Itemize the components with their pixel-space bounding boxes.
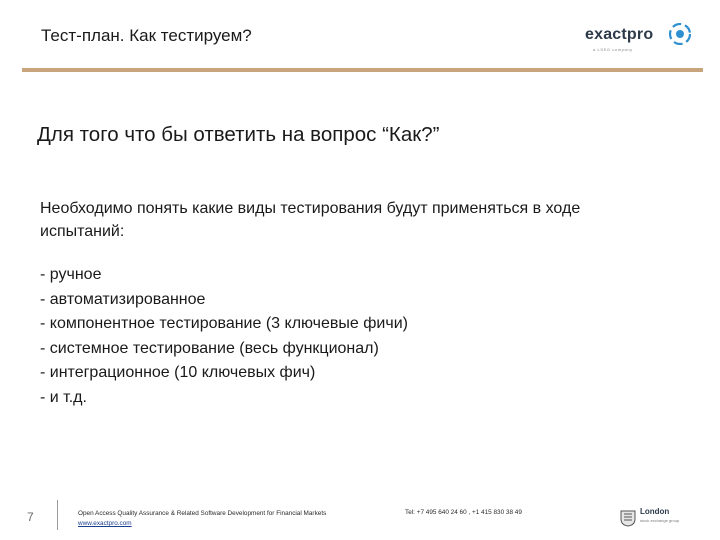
- list-item: - и т.д.: [40, 388, 87, 406]
- footer-divider: [57, 500, 58, 530]
- exactpro-mark-icon: [669, 23, 691, 45]
- header-rule: [22, 68, 703, 72]
- footer-phone: Tel: +7 495 640 24 60 , +1 415 830 38 49: [405, 509, 522, 516]
- lse-logo-text: London: [640, 507, 670, 516]
- lse-logo: [620, 508, 700, 530]
- intro-text: Необходимо понять какие виды тестирования будут применяться в ходе испытаний:: [40, 200, 581, 240]
- list-item: - компонентное тестирование (3 ключевые фичи): [40, 315, 408, 332]
- testing-types-list: [40, 263, 408, 410]
- list-item: - системное тестирование (весь функционал): [40, 339, 379, 357]
- section-heading: Для того что бы ответить на вопрос “Как?”: [37, 123, 440, 146]
- logo-tagline: a LSEG company: [593, 47, 633, 52]
- lse-crest-icon: [620, 509, 636, 527]
- list-item: - ручное: [40, 266, 102, 283]
- logo-wordmark: exactpro: [585, 26, 654, 43]
- footer-info: [78, 509, 326, 529]
- exactpro-logo: [585, 20, 695, 56]
- lse-logo-subtext: stock exchange group: [640, 518, 680, 523]
- page-number: 7: [27, 510, 34, 524]
- slide-title: Тест-план. Как тестируем?: [41, 26, 252, 45]
- list-item: - интеграционное (10 ключевых фич): [40, 364, 316, 381]
- list-item: - автоматизированное: [40, 290, 206, 308]
- website-link[interactable]: www.exactpro.com: [78, 520, 132, 527]
- footer-description: Open Access Quality Assurance & Related Software Development for Financial Markets: [78, 510, 327, 517]
